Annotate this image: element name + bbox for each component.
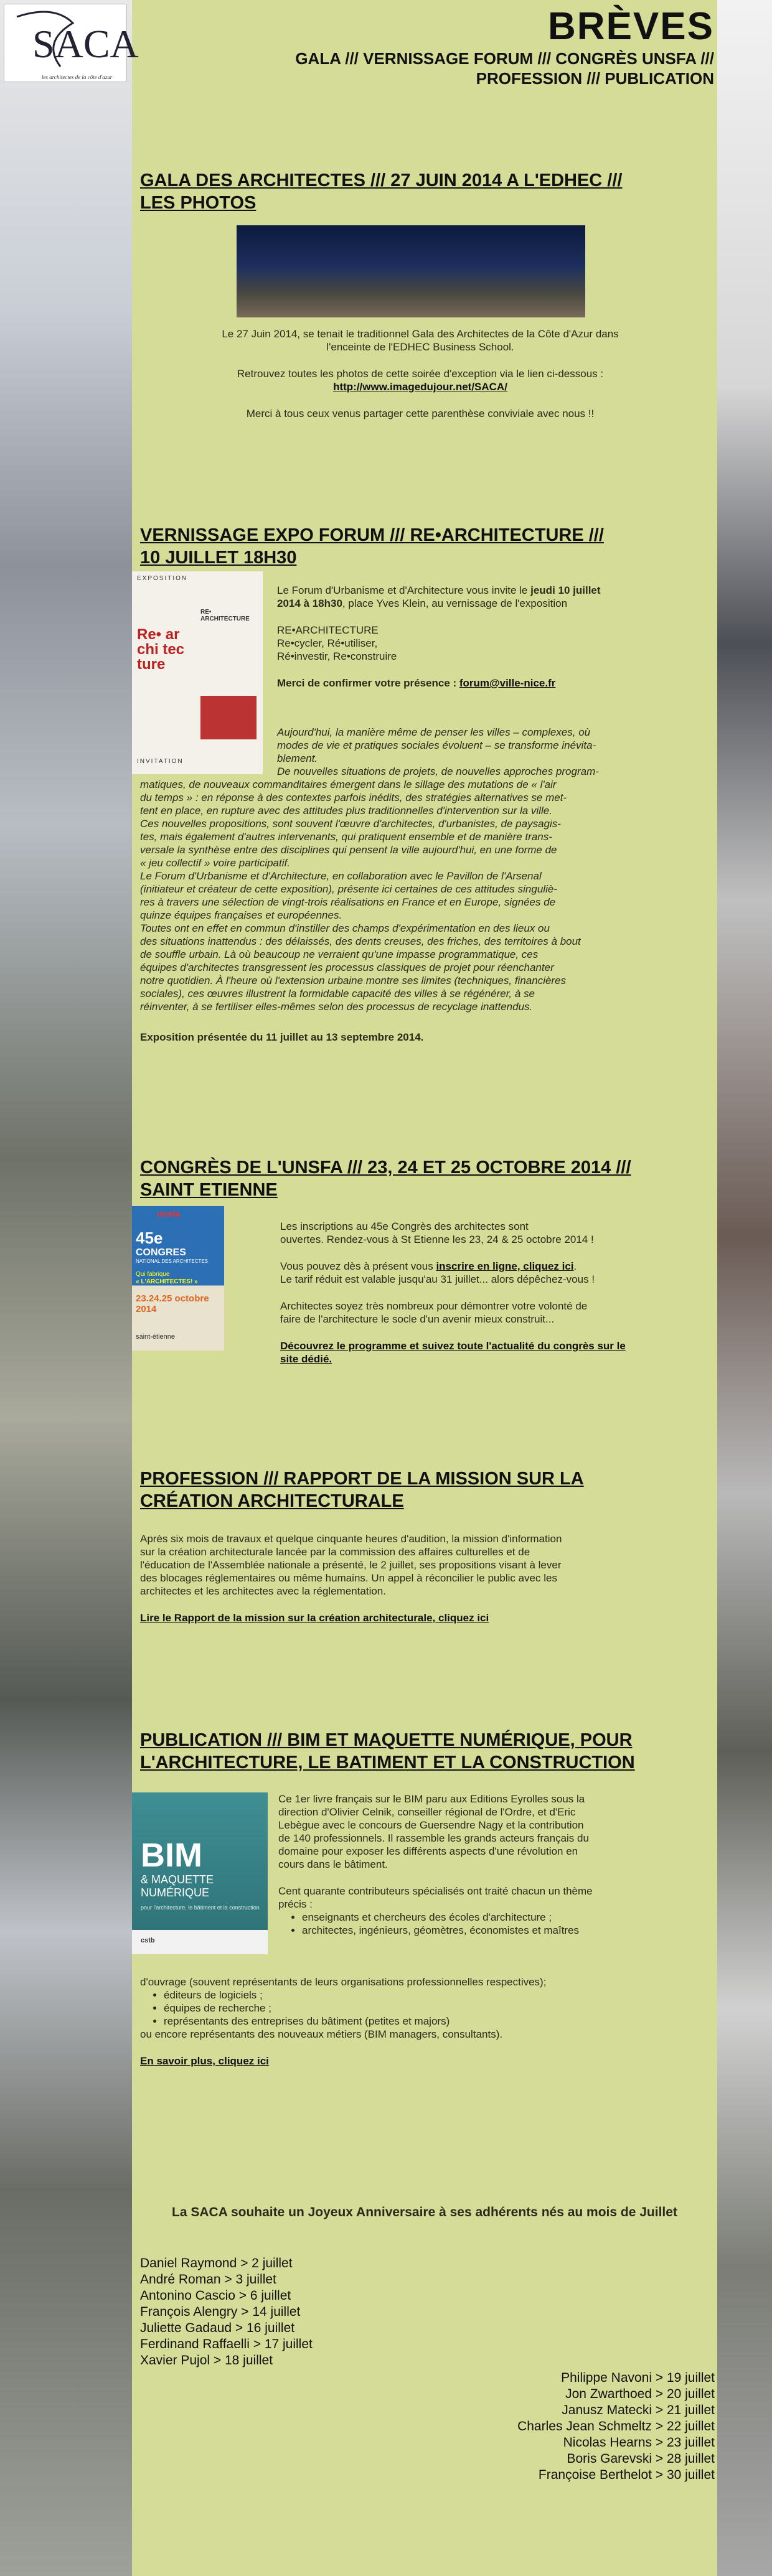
cover-small: pour l'architecture, le bâtiment et la construction	[141, 1904, 260, 1911]
page-title: BRÈVES	[548, 5, 714, 48]
vernissage-body-line: versale la synthèse entre des disciplines qui pensent la ville aujourd'hui, en une forme de	[140, 844, 557, 856]
vernissage-list-3: Ré•investir, Re•construire	[277, 650, 397, 662]
profession-title-line2: CRÉATION ARCHITECTURALE	[140, 1491, 404, 1511]
congres-poster[interactable]	[132, 1206, 224, 1351]
publication-p2a: Cent quarante contributeurs spécialisés ont traité chacun un thème	[278, 1885, 593, 1897]
poster-sub: NATIONAL DES ARCHITECTES	[136, 1258, 209, 1264]
page-header	[132, 5, 714, 88]
birthday-entry: Françoise Berthelot > 30 juillet	[538, 2468, 715, 2482]
vernissage-body-line: Ces nouvelles propositions, sont souvent l'œuvre d'architectes, d'urbanistes, de paysagis-	[140, 818, 561, 830]
congres-title-line2: SAINT ETIENNE	[140, 1180, 278, 1200]
cover-bim: BIM	[141, 1837, 202, 1874]
birthday-entry: Ferdinand Raffaelli > 17 juillet	[140, 2337, 313, 2351]
poster-big-title: Re• ar chi tec ture	[137, 626, 185, 673]
congres-site-link[interactable]: Découvrez le programme et suivez toute l'actualité du congrès sur le	[280, 1340, 626, 1352]
birthdays-left-list	[140, 2255, 420, 2369]
publication-bullet: • enseignants et chercheurs des écoles d'architecture ;	[302, 1911, 708, 1924]
poster-unsfa: unsfa	[157, 1209, 181, 1219]
vernissage-body-line: notre quotidien. À l'heure où l'extension urbaine montre ses limites (techniques, financières	[140, 975, 567, 986]
profession-line: sur la création architecturale lancée par la commission des affaires culturelles et de	[140, 1546, 530, 1558]
section-congres	[140, 1156, 700, 1201]
vernissage-body-line: Le Forum d'Urbanisme et d'Architecture, en collaboration avec le Pavillon de l'Arsenal	[140, 870, 542, 882]
vernissage-intro-b: jeudi 10 juillet	[530, 584, 601, 596]
poster-label: EXPOSITION	[137, 575, 188, 582]
gala-title-line2: LES PHOTOS	[140, 193, 257, 213]
publication-intro	[278, 1792, 708, 1937]
birthday-entry: Nicolas Hearns > 23 juillet	[563, 2435, 715, 2450]
publication-bullet: • éditeurs de logiciels ;	[164, 1988, 710, 2002]
birthday-entry: Antonino Cascio > 6 juillet	[140, 2288, 291, 2303]
gala-title-line1: GALA DES ARCHITECTES /// 27 JUIN 2014 A L'EDHEC ///	[140, 171, 623, 190]
profession-report-link[interactable]: Lire le Rapport de la mission sur la création architecturale, cliquez ici	[140, 1612, 489, 1624]
publication-line: direction d'Olivier Celnik, conseiller régional de l'Ordre, et d'Eric	[278, 1806, 576, 1818]
vernissage-title-line1: VERNISSAGE EXPO FORUM /// RE•ARCHITECTURE ///	[140, 525, 604, 545]
vernissage-body-line: des situations inattendus : des délaissés, des dents creuses, des friches, des territoires à bout	[140, 935, 581, 947]
birthday-entry: Philippe Navoni > 19 juillet	[561, 2371, 715, 2385]
poster-congres: CONGRES	[136, 1247, 186, 1258]
birthday-entry: Daniel Raymond > 2 juillet	[140, 2256, 293, 2270]
section-vernissage	[140, 524, 700, 569]
publication-line: Ce 1er livre français sur le BIM paru aux Editions Eyrolles sous la	[278, 1793, 585, 1805]
poster-dates: 23.24.25 octobre 2014	[136, 1293, 209, 1314]
birthday-entry: André Roman > 3 juillet	[140, 2272, 276, 2287]
publication-line: domaine pour exposer les différents aspects d'une révolution en	[278, 1845, 578, 1857]
vernissage-body-line: tes, mais également d'autres intervenants, qui pratiquent ensemble et de manière trans-	[140, 831, 552, 843]
profession-line: l'éducation de l'Assemblée nationale a présenté, le 2 juillet, ses propositions visant à lever	[140, 1559, 562, 1571]
vernissage-body-bottom	[140, 778, 707, 1044]
vernissage-body-line: De nouvelles situations de projets, de nouvelles approches program-	[277, 766, 599, 777]
vernissage-dates: Exposition présentée du 11 juillet au 13 septembre 2014.	[140, 1031, 424, 1043]
saca-logo-icon	[4, 4, 139, 82]
publication-bullet-list-bottom	[140, 1988, 710, 2028]
poster-city: saint-étienne	[136, 1333, 175, 1341]
congres-text	[280, 1220, 710, 1365]
profession-line: architectes et les architectes avec la réglementation.	[140, 1585, 386, 1597]
poster-number: 45e	[136, 1229, 163, 1247]
congres-p4a: Architectes soyez très nombreux pour démontrer votre volonté de	[280, 1300, 588, 1312]
page-subtitle-line2: PROFESSION /// PUBLICATION	[476, 69, 714, 88]
vernissage-body-line: modes de vie et pratiques sociales évoluent – se transforme inévita-	[277, 739, 596, 751]
gala-photos-link[interactable]: http://www.imagedujour.net/SACA/	[333, 381, 507, 393]
gala-photo[interactable]	[237, 225, 585, 317]
publication-bullet: • représentants des entreprises du bâtiment (petites et majors)	[164, 2015, 710, 2028]
publication-line: cours dans le bâtiment.	[278, 1858, 388, 1870]
gala-paragraph-1b: l'enceinte de l'EDHEC Business School.	[326, 341, 514, 353]
vernissage-confirm-label: Merci de confirmer votre présence :	[277, 677, 459, 689]
vernissage-title-line2: 10 JUILLET 18H30	[140, 548, 297, 568]
birthday-entry: Charles Jean Schmeltz > 22 juillet	[517, 2419, 715, 2433]
vernissage-poster[interactable]	[132, 571, 263, 774]
publication-bullet: • architectes, ingénieurs, géomètres, économistes et maîtres	[302, 1924, 708, 1937]
vernissage-body-line: res à travers une sélection de vingt-trois réalisations en France et en Europe, signées de	[140, 896, 556, 908]
congres-site-link-2[interactable]: site dédié.	[280, 1353, 332, 1365]
poster-question: Qui fabrique	[136, 1271, 170, 1278]
vernissage-list-1: RE•ARCHITECTURE	[277, 624, 379, 636]
birthday-entry: Janusz Matecki > 21 juillet	[562, 2403, 715, 2417]
congres-p2-text: Vous pouvez dès à présent vous	[280, 1260, 436, 1272]
gala-paragraph-2: Retrouvez toutes les photos de cette soirée d'exception via le lien ci-dessous :	[237, 368, 604, 380]
publication-bullet: • équipes de recherche ;	[164, 2002, 710, 2015]
saca-logo[interactable]	[4, 4, 139, 82]
publication-line: Lebègue avec le concours de Guersendre Nagy et la contribution	[278, 1819, 584, 1831]
vernissage-intro	[277, 584, 707, 690]
publication-bullet-list-top	[278, 1911, 708, 1937]
birthdays-right-list	[436, 2370, 715, 2483]
vernissage-body-line: tent en place, en rupture avec des attitudes plus traditionnelles d'intervention sur la ville.	[140, 805, 552, 817]
congres-p4b: faire de l'architecture le socle d'un avenir mieux construit...	[280, 1313, 555, 1325]
birthday-entry: Boris Garevski > 28 juillet	[567, 2452, 715, 2466]
birthdays-title: La SACA souhaite un Joyeux Anniversaire à ses adhérents nés au mois de Juillet	[172, 2205, 677, 2219]
page-subtitle-line1: GALA /// VERNISSAGE FORUM /// CONGRÈS UNSFA ///	[295, 49, 714, 68]
vernissage-body-line: Aujourd'hui, la manière même de penser les villes – complexes, où	[277, 726, 591, 738]
birthday-entry: François Alengry > 14 juillet	[140, 2305, 301, 2319]
gala-text	[140, 327, 700, 420]
cover-subtitle: & MAQUETTE NUMÉRIQUE	[141, 1873, 214, 1899]
poster-architectes: « L'ARCHITECTES! »	[136, 1278, 198, 1285]
poster-image	[200, 696, 257, 739]
birthday-entry: Xavier Pujol > 18 juillet	[140, 2353, 273, 2368]
vernissage-intro-d: , place Yves Klein, au vernissage de l'exposition	[342, 597, 568, 609]
poster-bottom-label: INVITATION	[137, 758, 184, 765]
profession-text	[140, 1532, 710, 1624]
congres-title-line1: CONGRÈS DE L'UNSFA /// 23, 24 ET 25 OCTOBRE 2014 ///	[140, 1158, 631, 1178]
logo-caption: les architectes de la côte d'azur	[42, 74, 113, 80]
birthday-entry: Jon Zwarthoed > 20 juillet	[565, 2387, 715, 2401]
gala-paragraph-1a: Le 27 Juin 2014, se tenait le traditionnel Gala des Architectes de la Côte d'Azur dans	[222, 328, 619, 340]
vernissage-list-2: Re•cycler, Ré•utiliser,	[277, 637, 378, 649]
profession-title-line1: PROFESSION /// RAPPORT DE LA MISSION SUR LA	[140, 1469, 584, 1489]
vernissage-body-line: équipes d'architectes transgressent les processus classiques de projet pour réenchanter	[140, 962, 554, 973]
vernissage-body-line: blement.	[277, 752, 318, 764]
publication-rest	[140, 1975, 710, 2068]
vernissage-intro-a: Le Forum d'Urbanisme et d'Architecture vous invite le	[277, 584, 531, 596]
birthday-entry: Juliette Gadaud > 16 juillet	[140, 2321, 295, 2335]
section-profession	[140, 1468, 700, 1512]
vernissage-body-line: (initiateur et créateur de cette exposition), présente ici certaines de ces attitudes singuliè-	[140, 883, 557, 895]
congres-p1b: ouvertes. Rendez-vous à St Etienne les 23, 24 & 25 octobre 2014 !	[280, 1234, 594, 1245]
congres-p1a: Les inscriptions au 45e Congrès des architectes sont	[280, 1220, 529, 1232]
publication-title-line2: L'ARCHITECTURE, LE BATIMENT ET LA CONSTRUCTION	[140, 1753, 635, 1773]
vernissage-body-line: Toutes ont en effet en commun d'instiller des champs d'expérimentation en des lieux ou	[140, 922, 550, 934]
svg-text:SACA: SACA	[32, 22, 139, 66]
profession-line: Après six mois de travaux et quelque cinquante heures d'audition, la mission d'information	[140, 1533, 562, 1545]
publication-tail: ou encore représentants des nouveaux métiers (BIM managers, consultants).	[140, 2028, 503, 2040]
vernissage-body-line: sociales), ces œuvres illustrent la formidable capacité des villes à se régénérer, à se	[140, 988, 535, 1000]
birthdays-title-wrap	[132, 2206, 717, 2219]
section-gala	[140, 169, 700, 214]
gala-paragraph-3: Merci à tous ceux venus partager cette parenthèse conviviale avec nous !!	[246, 408, 595, 419]
publication-p2b: précis :	[278, 1898, 313, 1910]
poster-small-title: RE• ARCHITECTURE	[200, 609, 250, 622]
vernissage-body-line: quinze équipes françaises et européennes.	[140, 909, 342, 921]
cover-publisher: cstb	[141, 1937, 155, 1944]
publication-bullet-cont: d'ouvrage (souvent représentants de leurs organisations professionnelles respectives);	[140, 1976, 547, 1988]
publication-line: de 140 professionnels. Il rassemble les grands acteurs français du	[278, 1832, 589, 1844]
vernissage-body-line: réinventer, à se fertiliser elles-mêmes selon des processus de recyclage inattendus.	[140, 1001, 533, 1013]
congres-p2-end: .	[573, 1260, 577, 1272]
publication-title-line1: PUBLICATION /// BIM ET MAQUETTE NUMÉRIQUE, POUR	[140, 1730, 633, 1750]
profession-line: des blocages réglementaires ou même humains. Un appel à réconcilier le public avec les	[140, 1572, 557, 1584]
vernissage-intro-c: 2014 à 18h30	[277, 597, 342, 609]
vernissage-body-line: « jeu collectif » voire participatif.	[140, 857, 290, 869]
bim-book-cover[interactable]	[132, 1792, 268, 1954]
congres-register-link[interactable]: inscrire en ligne, cliquez ici	[436, 1260, 574, 1272]
section-publication	[140, 1729, 700, 1774]
vernissage-body-line: matiques, de nouveaux commanditaires émergent dans le sillage des mutations de « l'air	[140, 779, 557, 790]
publication-more-link[interactable]: En savoir plus, cliquez ici	[140, 2055, 269, 2067]
vernissage-body-top	[277, 726, 707, 778]
vernissage-body-line: de souffle urbain. Là où beaucoup ne verraient qu'une impasse programmatique, ces	[140, 948, 539, 960]
congres-p3: Le tarif réduit est valable jusqu'au 31 juillet... alors dépêchez-vous !	[280, 1273, 595, 1285]
vernissage-email-link[interactable]: forum@ville-nice.fr	[459, 677, 556, 689]
vernissage-body-line: du temps » : en réponse à des contextes parfois inédits, des stratégies alternatives se met-	[140, 792, 567, 803]
